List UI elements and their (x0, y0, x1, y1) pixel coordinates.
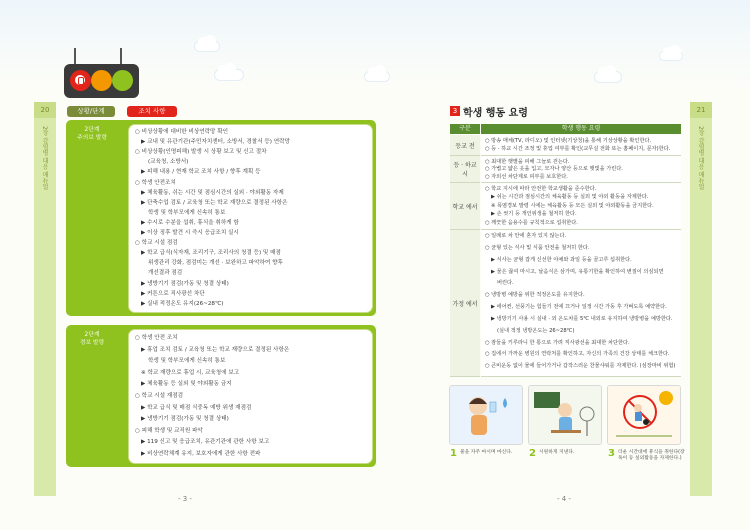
col-header-situation: 상황/단계 (67, 106, 115, 117)
action-line: ▶ 비상연락체계 유지, 보호자에게 관한 사항 전파 (141, 451, 261, 457)
action-line: ○ 학생 안전조치 (135, 179, 176, 186)
action-line: 개선결과 점검 (148, 270, 183, 277)
action-line: ▶ 학교 급식(식자재, 조리기구, 조리사의 청결 등) 및 매점 (141, 250, 281, 257)
table-row-label: 등교 전 (450, 135, 480, 156)
section-title: 학생 행동 요령 (463, 108, 528, 119)
stage-1-panel (66, 120, 376, 316)
table-cell-line: ○ 균형 있는 식사 및 식품 안전을 철저히 한다. (485, 244, 590, 251)
action-line: ▶ 교내 및 유관기관(주민자치센터, 소방서, 경찰서 등) 연락망 (141, 139, 290, 146)
table-cell-line: ○ 등 · 하교 시간 조정 및 휴업 여부를 확인(교무실 전화 또는 홈페이지, 문자)한다. (485, 146, 671, 152)
action-line: ▶ 피해 내용 / 현재 학교 조치 사항 / 향후 계획 등 (141, 169, 261, 176)
action-line: ▶ 커튼으로 직사광선 차단 (141, 290, 205, 297)
table-cell-line: ○ 학교 지시에 따라 안전한 학교생활을 준수한다. (485, 186, 597, 192)
action-line: ▶ 학교 급식 및 매점 식중독 예방 위생 재점검 (141, 404, 252, 411)
traffic-green-lamp (112, 70, 133, 91)
drinking-water-icon (450, 386, 522, 444)
table-cell-line: 버린다. (497, 280, 514, 287)
left-page-footer: - 3 - (178, 495, 192, 503)
action-line: ▶ 체육활동, 쉬는 시간 및 점심시간의 실외 · 야외활동 자제 (141, 189, 284, 196)
table-cell-line: ▶ 물은 끓여 마시고, 날음식은 삼가며, 유통기한을 확인하여 변질이 의심되면 (491, 268, 664, 275)
table-header-behavior: 학생 행동 요령 (481, 124, 681, 134)
table-row-label: 가정 에서 (450, 230, 480, 377)
action-line: ○ 학교 시설 점검 (135, 240, 178, 247)
table-cell-line: ○ 냉방병 예방을 위한 적정온도를 유지한다. (485, 292, 585, 299)
illustration-3-number: 3 (608, 448, 615, 459)
table-cell-line: (실내 적정 냉방온도는 26~28℃) (497, 327, 575, 334)
table-cell-line: ▶ 식사는 균형 잡게 신선한 야채와 과일 등을 골고루 섭취한다. (491, 256, 632, 263)
no-outdoor-activity-icon (608, 386, 680, 444)
table-header-category: 구분 (450, 124, 480, 134)
cloud-icon (365, 72, 389, 81)
action-line: ▶ 실내 적정온도 유지(26~28℃) (141, 300, 224, 307)
traffic-red-lamp (70, 70, 91, 91)
traffic-light-icon (64, 64, 139, 98)
illustration-2-number: 2 (529, 448, 536, 459)
action-line: ○ 피해 학생 및 교직원 파악 (135, 427, 203, 434)
table-row-label: 등 · 하교 시 (450, 156, 480, 183)
illustration-2-caption: 시원하게 지낸다. (539, 450, 575, 455)
behavior-table (450, 124, 681, 424)
action-line: ▶ 119 신고 및 응급조치, 유관기관에 관한 사항 보고 (141, 439, 270, 446)
table-cell-line: ○ 깨끗한 음용수를 규칙적으로 섭취한다. (485, 219, 578, 226)
action-line: ▶ 단축수업 검토 / 교육청 또는 학교 재량으로 결정된 사항은 (141, 199, 288, 206)
action-line: ▶ 수시로 수분을 섭취, 휴식을 취하게 함 (141, 219, 239, 226)
cloud-icon (660, 52, 682, 60)
illustration-drink-water (449, 385, 523, 445)
table-cell-line: ○ 최대한 햇볕을 피해 그늘로 걷는다. (485, 159, 570, 165)
stage-1-actions-box (128, 124, 373, 313)
table-cell-line: ○ 자외선 차단제로 피부를 보호한다. (485, 173, 568, 180)
stage-2-title: 경보 발령 (79, 340, 105, 346)
table-row (481, 135, 681, 156)
traffic-light-pole-left (74, 48, 76, 64)
table-row-label: 학교 에서 (450, 183, 480, 230)
cloud-icon (195, 42, 219, 51)
stage-2-level: 2단계 (84, 332, 100, 338)
table-row (481, 230, 681, 377)
stage-2-actions-box (128, 329, 373, 464)
illustration-rest-hot-hours (607, 385, 681, 445)
table-cell-line: ○ 가볍고 얇은 옷을 입고, 모자나 양산 등으로 햇빛을 가린다. (485, 166, 623, 173)
cloud-icon (215, 70, 243, 80)
action-line: 학생 및 학부모에게 신속히 통보 (148, 209, 226, 216)
table-row (481, 183, 681, 230)
stage-1-title: 주의보 발령 (77, 135, 107, 141)
left-vertical-label: 2장 감염병 대응 매뉴얼 (41, 126, 48, 190)
right-page-gutter (690, 104, 712, 496)
action-line: ▶ 냉방기기 점검(가동 및 청결 상태) (141, 416, 229, 423)
right-page-footer: - 4 - (557, 495, 571, 503)
action-line: 위생관리 강화, 점검미는 개선 · 보완하고 파악하여 향후 (148, 260, 283, 267)
right-page-number: 21 (690, 102, 712, 118)
cloud-icon (595, 72, 621, 82)
table-cell-line: ○ 방송 매체(TV, 라디오) 및 인터넷(기상청)을 통해 기상상황을 확인한다. (485, 138, 652, 144)
table-cell-line: ※ 폭염경보 발령 시에는 체육활동 등 모든 실외 및 야외활동을 금지한다. (491, 202, 654, 209)
action-line: ○ 비상상황(인명피해) 발생 시 상황 보고 및 신고 절차 (135, 149, 267, 156)
table-row (481, 156, 681, 183)
action-line: ▶ 체육활동 등 실외 및 야외활동 금지 (141, 381, 232, 388)
action-line: ○ 학교 시설 재점검 (135, 393, 184, 399)
classroom-fan-icon (529, 386, 601, 444)
table-cell-line: ▶ 냉방기기 사용 시 실내 · 외 온도차를 5℃ 내외로 유지하여 냉방병을 예방한다. (491, 315, 673, 322)
table-cell-line: ▶ 쉬는 시간과 점심시간의 체육활동 등 실외 및 야외 활동을 자제한다. (491, 194, 649, 201)
action-line: ▶ 이상 징후 발견 시 즉시 응급조치 실시 (141, 230, 239, 236)
action-line: ▶ 휴업 조치 검토 / 교육청 또는 학교 재량으로 결정된 사항은 (141, 346, 290, 353)
action-line: ○ 비상상황에 대비한 비상연락망 확인 (135, 129, 229, 135)
table-cell-line: ▶ 손 씻기 등 개인위생을 철저히 한다. (491, 211, 577, 218)
section-number-badge: 3 (450, 106, 460, 116)
illustration-1-number: 1 (450, 448, 457, 459)
right-vertical-label: 2장 감염병 대응 매뉴얼 (697, 126, 704, 190)
action-line: (교육청, 소방서) (148, 159, 189, 166)
action-line: ※ 학교 재량으로 휴업 시, 교육청에 보고 (141, 369, 240, 376)
left-page-number: 20 (34, 102, 56, 118)
table-cell-line: ▶ 에어컨, 선풍기는 힘들기 전에 끄거나 일정 시간 가동 후 가벼도록 예약한다. (491, 304, 667, 310)
left-page-gutter (34, 104, 56, 496)
traffic-light-pole-right (120, 48, 122, 64)
illustration-1-caption: 물을 자주 마시며 마신다. (460, 450, 513, 455)
col-header-actions: 조치 사항 (127, 106, 177, 117)
stage-2-panel (66, 325, 376, 467)
action-line: ○ 학생 안전 조치 (135, 335, 178, 341)
table-cell-line: ○ 잠들을 키루라니 한 통으로 가려 직사광선을 최대한 차단한다. (485, 339, 630, 346)
illustration-3-caption: 더운 시간대에 휴식을 취한다(장독이 등 실외활동을 자제한다.) (618, 450, 685, 461)
traffic-orange-lamp (91, 70, 112, 91)
table-cell-line: ○ 큰비운동 없이 물에 들어가거나 갑작스러운 찬물샤워를 자제한다. (심장마비 위험) (485, 363, 676, 370)
action-line: ▶ 냉방기기 점검(가동 및 청결 상태) (141, 280, 229, 287)
table-cell-line: ○ 집에서 가까운 병원의 연락처를 확인하고, 자신의 가족의 건강 상태를 체크한다. (485, 351, 670, 358)
illustration-keep-cool (528, 385, 602, 445)
table-cell-line: ○ 일례로 차 안에 혼자 있지 않는다. (485, 233, 567, 239)
action-line: 학생 및 학부모에게 신속히 통보 (148, 358, 226, 365)
stage-1-level: 2단계 (84, 127, 100, 133)
